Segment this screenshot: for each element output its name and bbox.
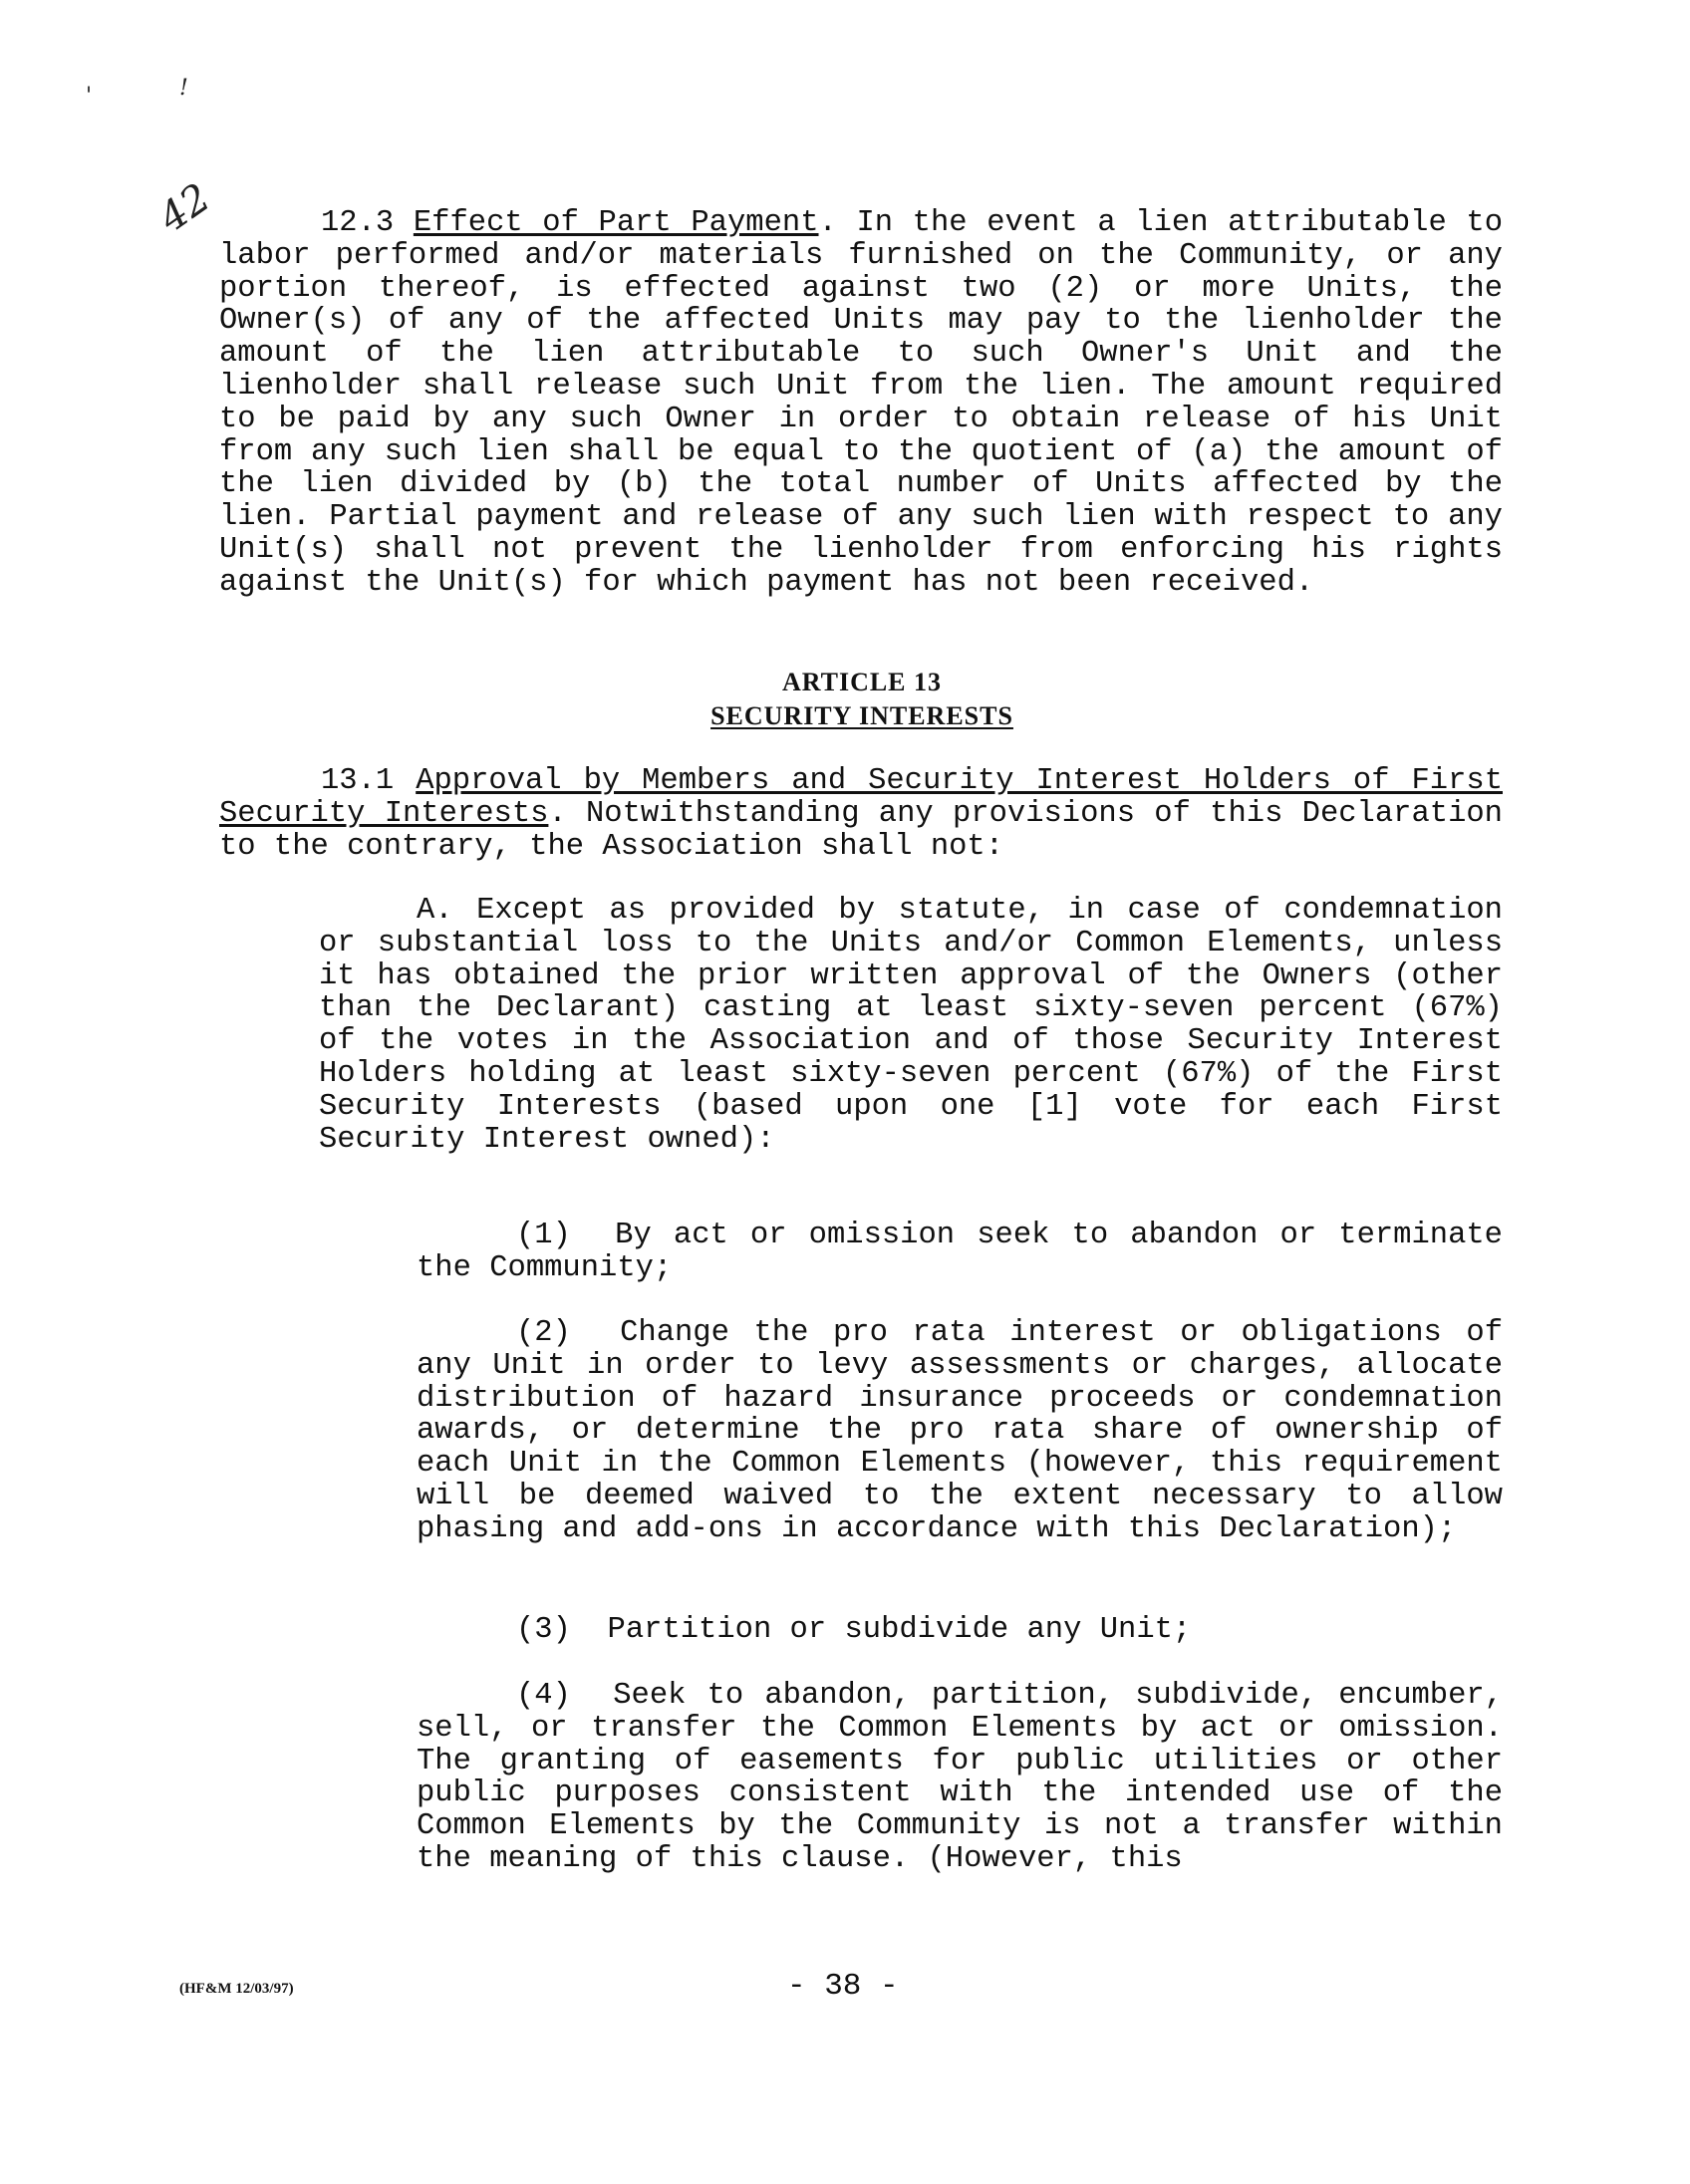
section-title: Approval by Members and Security Interest Holders of First Security Interests (219, 764, 1503, 831)
footer-document-code: (HF&M 12/03/97) (179, 1981, 294, 1997)
section-12-3 (219, 207, 1503, 600)
section-text: . Notwithstanding any provisions of this Declaration to the contrary, the Association shall not: (219, 796, 1503, 864)
item-label: (3) (516, 1613, 571, 1647)
margin-mark: ' (86, 84, 93, 109)
handwritten-annotation: 42 (150, 174, 219, 242)
margin-mark: ! (179, 76, 188, 101)
list-item (417, 1220, 1503, 1285)
section-13-1 (219, 765, 1503, 863)
list-item (417, 1317, 1503, 1546)
section-title: Effect of Part Payment (413, 206, 819, 240)
article-number: ARTICLE 13 (781, 668, 943, 696)
item-label: A. (417, 894, 453, 928)
item-label: (4) (516, 1679, 571, 1713)
article-title: SECURITY INTERESTS (710, 701, 1013, 730)
item-label: (2) (516, 1316, 571, 1350)
item-text: Seek to abandon, partition, subdivide, encumber, sell, or transfer the Common Elements by act or omission. The granting of easements for public utilities or other public purposes consistent with the intended use of the Common Elements by the Community is not a transfer within the meaning of this clause. (However, this (417, 1679, 1504, 1876)
page-number: - 38 - (787, 1969, 899, 2004)
item-text: Change the pro rata interest or obligations of any Unit in order to levy assessments or charges, allocate distribution of hazard insurance proceeds or condemnation awards, or determine the pro rata share of ownership of each Unit in the Common Elements (however, this requirement will be deemed waived to the extent necessary to allow phasing and add-ons in accordance with this Declaration); (417, 1316, 1503, 1546)
section-number: 13.1 (321, 764, 395, 798)
section-text: . In the event a lien attributable to labor performed and/or materials furnished on the Community, or any portion thereof, is effected against two (2) or more Units, the Owner(s) of any of the affected Units may pay to the lienholder the amount of the lien attributable to such Owner's Unit and the lienholder shall release such Unit from the lien. The amount required to be paid by any such Owner in order to obtain release of his Unit from any such lien shall be equal to the quotient of (a) the amount of the lien divided by (b) the total number of Units affected by the lien. Partial payment and release of any such lien with respect to any Unit(s) shall not prevent the lienholder from enforcing his rights against the Unit(s) for which payment has not been received. (219, 206, 1504, 600)
item-a (319, 895, 1503, 1156)
list-item (417, 1614, 1503, 1647)
item-text: By act or omission seek to abandon or terminate the Community; (417, 1219, 1503, 1285)
list-item (417, 1680, 1503, 1876)
item-text: Partition or subdivide any Unit; (607, 1613, 1192, 1647)
section-number: 12.3 (321, 206, 395, 240)
item-text: Except as provided by statute, in case of condemnation or substantial loss to the Units and/or Common Elements, unless it has obtained the prior written approval of the Owners (other than the Declarant) casting at least sixty-seven percent (67%) of the votes in the Association and of those Security Interest Holders holding at least sixty-seven percent (67%) of the First Security Interests (based upon one [1] vote for each First Security Interest owned): (319, 894, 1503, 1157)
item-label: (1) (516, 1219, 571, 1252)
